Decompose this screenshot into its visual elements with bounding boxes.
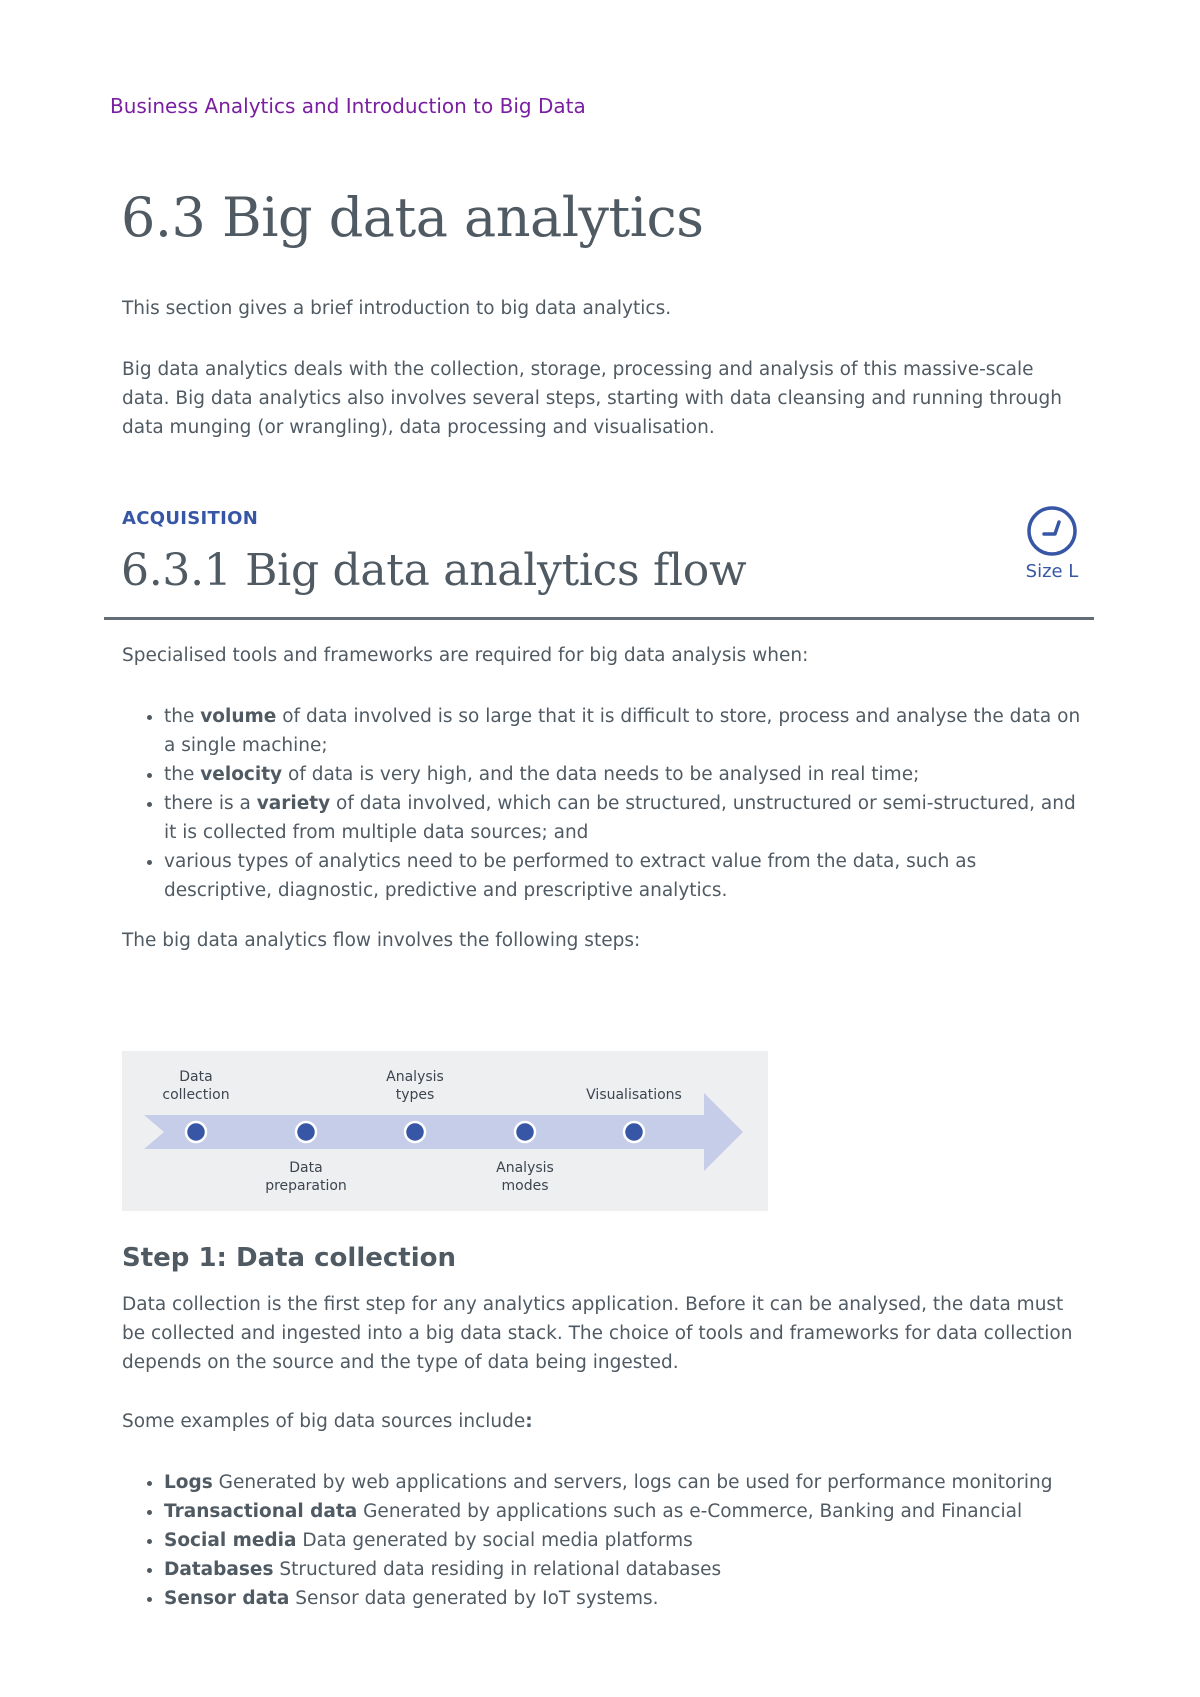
- subsection-title: 6.3.1 Big data analytics flow: [121, 545, 747, 596]
- section-divider: [104, 617, 1094, 620]
- sources-intro: Some examples of big data sources include:: [122, 1411, 533, 1432]
- section-intro: This section gives a brief introduction to big data analytics.: [122, 298, 672, 319]
- flow-dot-2: [296, 1122, 316, 1142]
- course-title: Business Analytics and Introduction to Big Data: [110, 94, 586, 118]
- flow-label-data-preparation: Data preparation: [265, 1160, 347, 1194]
- list-item: • Databases Structured data residing in relational databases: [164, 1555, 1084, 1584]
- flow-label-visualisations: Visualisations: [586, 1087, 682, 1103]
- tools-list: [122, 702, 1084, 905]
- section-title: 6.3 Big data analytics: [121, 186, 704, 249]
- sources-list: [122, 1468, 1084, 1613]
- list-item: • there is a variety of data involved, which can be structured, unstructured or semi-structured, and it is collected from multiple data sources; and: [164, 789, 1084, 847]
- flow-arrow: [144, 1093, 743, 1171]
- list-item: • the volume of data involved is so large that it is difficult to store, process and analyse the data on a single machine;: [164, 702, 1084, 760]
- flow-label-data-collection: Data collection: [162, 1069, 230, 1103]
- analytics-flow-diagram: [122, 1051, 768, 1211]
- size-label: Size L: [1025, 561, 1079, 582]
- clock-icon: [1026, 505, 1078, 557]
- flow-label-analysis-modes: Analysis modes: [496, 1160, 554, 1194]
- flow-label-analysis-types: Analysis types: [386, 1069, 444, 1103]
- size-indicator: [1010, 505, 1094, 582]
- section-paragraph: Big data analytics deals with the collection, storage, processing and analysis of this massive-scale data. Big data analytics also involves several steps, starting with data cleansing and running through data munging (or wrangling), data processing and visualisation.: [122, 359, 1062, 438]
- flow-dot-5: [624, 1122, 644, 1142]
- flow-dot-3: [405, 1122, 425, 1142]
- section-kicker: ACQUISITION: [122, 508, 259, 529]
- list-item: • Social media Data generated by social media platforms: [164, 1526, 1084, 1555]
- step1-paragraph: Data collection is the first step for any analytics application. Before it can be analysed, the data must be collected and ingested into a big data stack. The choice of tools and frameworks for data collection depends on the source and the type of data being ingested.: [122, 1294, 1073, 1373]
- list-item: • the velocity of data is very high, and the data needs to be analysed in real time;: [164, 760, 1084, 789]
- list-item: • Sensor data Sensor data generated by IoT systems.: [164, 1584, 1084, 1613]
- step1-title: Step 1: Data collection: [122, 1243, 457, 1273]
- tools-intro: Specialised tools and frameworks are required for big data analysis when:: [122, 645, 809, 666]
- flow-dot-4: [515, 1122, 535, 1142]
- list-item: • Transactional data Generated by applications such as e-Commerce, Banking and Financial: [164, 1497, 1084, 1526]
- flow-dot-1: [186, 1122, 206, 1142]
- list-item: • Logs Generated by web applications and servers, logs can be used for performance monitoring: [164, 1468, 1084, 1497]
- steps-intro: The big data analytics flow involves the following steps:: [122, 930, 641, 951]
- list-item: • various types of analytics need to be performed to extract value from the data, such as descriptive, diagnostic, predictive and prescriptive analytics.: [164, 847, 1084, 905]
